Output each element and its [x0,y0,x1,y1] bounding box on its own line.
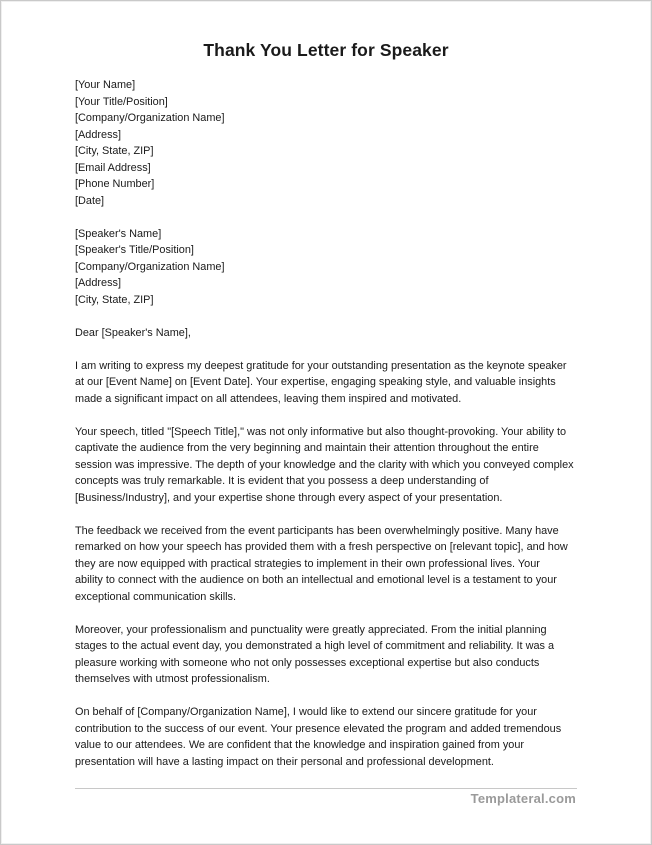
recipient-line: [Speaker's Name] [75,227,162,240]
paragraph-line: captivate the audience from the very beginning and maintain their attention throughout the entire [75,442,539,454]
paragraph-line: ability to connect with the audience on both an intellectual and emotional level is a testament to your [75,574,557,586]
paragraph-line: On behalf of [Company/Organization Name], I would like to extend our sincere gratitude for your [75,706,537,718]
recipient-block [75,226,580,309]
paragraph-closing [75,704,580,770]
sender-line: [Phone Number] [75,178,155,190]
recipient-line: [Speaker's Title/Position] [75,244,194,256]
paragraph-professionalism [75,622,580,688]
sender-line: [Company/Organization Name] [75,112,225,124]
paragraph-gratitude [75,358,580,408]
paragraph-line: value to our attendees. We are confident that the knowledge and inspiration gained from your [75,739,525,751]
sender-line: [City, State, ZIP] [75,145,154,157]
sender-block [75,77,580,209]
footer-brand: Templateral.com [470,791,576,806]
paragraph-feedback [75,523,580,606]
paragraph-speech [75,424,580,507]
paragraph-line: I am writing to express my deepest gratitude for your outstanding presentation as the keynote speaker [75,359,567,372]
recipient-line: [Company/Organization Name] [75,260,225,273]
sender-line: [Date] [75,194,105,207]
paragraph-line: presentation will have a lasting impact on their personal and professional development. [75,755,494,768]
recipient-line: [City, State, ZIP] [75,293,154,306]
paragraph-line: pleasure working with someone who not only possesses exceptional expertise but also conducts [75,656,540,669]
sender-line: [Your Title/Position] [75,95,168,108]
footer-divider [75,788,577,789]
letter-body [75,77,580,787]
page-title: Thank You Letter for Speaker [203,40,449,60]
paragraph-line: at our [Event Name] on [Event Date]. Your expertise, engaging speaking style, and valuable insights [75,376,556,388]
paragraph-line: [Business/Industry], and your expertise shone through every aspect of your presentation. [75,491,503,504]
paragraph-line: exceptional communication skills. [75,590,237,603]
paragraph-line: themselves with utmost professionalism. [75,673,270,685]
paragraph-line: The feedback we received from the event participants has been overwhelmingly positive. Many have [75,524,559,537]
paragraph-line: they are now equipped with practical strategies to implement in their own professional lives. Your [75,557,540,570]
paragraph-line: remarked on how your speech has provided them with a fresh perspective on [relevant topic], and how [75,541,568,553]
recipient-line: [Address] [75,277,122,289]
paragraph-line: stages to the actual event day, you demonstrated a high level of commitment and reliability. It was a [75,640,555,652]
paragraph-line: made a significant impact on all attendees, leaving them inspired and motivated. [75,392,462,405]
sender-line: [Address] [75,128,122,141]
sender-line: [Email Address] [75,161,151,174]
paragraph-line: Your speech, titled "[Speech Title]," was not only informative but also thought-provoking. Your ability to [75,425,567,438]
sender-line: [Your Name] [75,79,136,91]
paragraph-line: contribution to the success of our event. Your presence elevated the program and added tremendous [75,722,562,735]
paragraph-line: concepts was truly remarkable. It is evident that you possess a deep understanding of [75,475,489,487]
paragraph-line: Moreover, your professionalism and punctuality were greatly appreciated. From the initial planning [75,623,547,636]
salutation: Dear [Speaker's Name], [75,326,191,339]
paragraph-line: session was impressive. The depth of your knowledge and the clarity with which you conveyed complex [75,458,574,471]
